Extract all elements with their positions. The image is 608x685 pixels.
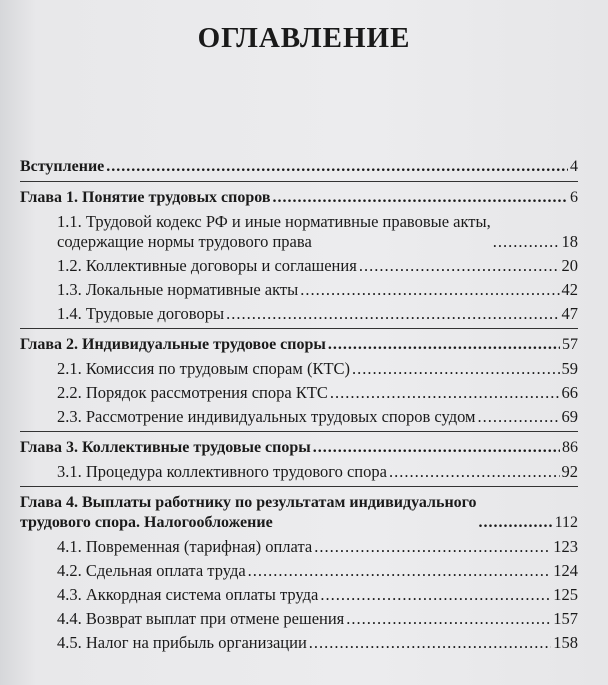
toc-entry-title: Глава 1. Понятие трудовых споров xyxy=(20,189,271,206)
toc-entry-title: 3.1. Процедура коллективного трудового спора xyxy=(57,462,387,481)
divider xyxy=(20,486,578,487)
divider xyxy=(20,181,578,182)
toc-section-2-2 xyxy=(20,383,578,403)
toc-entry-title: Глава 2. Индивидуальные трудовое споры xyxy=(20,336,326,353)
toc-chapter-2 xyxy=(20,335,578,355)
toc-entry-title: 2.2. Порядок рассмотрения спора КТС xyxy=(57,383,328,402)
toc-entry-title: 2.1. Комиссия по трудовым спорам (КТС) xyxy=(57,359,351,378)
toc-entry-title-line1: 1.1. Трудовой кодекс РФ и иные нормативные правовые акты, xyxy=(57,212,491,231)
dot-leader xyxy=(389,462,560,482)
toc-entry-page: 59 xyxy=(561,359,578,378)
toc-entry-page: 92 xyxy=(561,462,578,481)
dot-leader xyxy=(479,513,553,533)
dot-leader xyxy=(226,304,559,324)
toc-entry-page: 6 xyxy=(570,189,578,206)
toc-entry-title: 4.3. Аккордная система оплаты труда xyxy=(57,585,319,604)
dot-leader xyxy=(300,280,559,300)
toc-entry-page: 158 xyxy=(553,633,578,652)
toc-chapter-4 xyxy=(20,493,578,533)
toc-entry-page: 112 xyxy=(554,514,578,531)
toc-entry-page: 4 xyxy=(570,158,578,175)
toc-entry-page: 157 xyxy=(553,609,578,628)
toc-section-1-3 xyxy=(20,280,578,300)
toc-section-1-2 xyxy=(20,256,578,276)
toc-section-4-3 xyxy=(20,585,578,605)
dot-leader xyxy=(493,232,560,252)
dot-leader xyxy=(273,188,568,208)
dot-leader xyxy=(352,359,559,379)
toc-chapter-3 xyxy=(20,438,578,458)
toc-entry-page: 18 xyxy=(561,232,578,251)
toc-entry-title: 1.2. Коллективные договоры и соглашения xyxy=(57,256,357,275)
toc-section-4-2 xyxy=(20,561,578,581)
toc-entry-page: 86 xyxy=(562,439,578,456)
toc-entry-page: 20 xyxy=(561,256,578,275)
toc-entry-title: 4.1. Повременная (тарифная) оплата xyxy=(57,537,313,556)
toc-entry-title: 4.4. Возврат выплат при отмене решения xyxy=(57,609,345,628)
toc-entry-title-line2: содержащие нормы трудового права xyxy=(57,232,312,251)
toc-section-3-1 xyxy=(20,462,578,482)
dot-leader xyxy=(313,438,560,458)
toc-entry-title: 1.3. Локальные нормативные акты xyxy=(57,280,299,299)
toc-entry-title: 2.3. Рассмотрение индивидуальных трудовых споров судом xyxy=(57,407,476,426)
toc-entry-page: 69 xyxy=(561,407,578,426)
dot-leader xyxy=(314,537,551,557)
dot-leader xyxy=(328,335,560,355)
dot-leader xyxy=(478,407,560,427)
toc-entry-page: 47 xyxy=(561,304,578,323)
toc-entry-title-line2: трудового спора. Налогообложение xyxy=(20,514,273,531)
toc-section-2-3 xyxy=(20,407,578,427)
page-title: ОГЛАВЛЕНИЕ xyxy=(197,22,411,54)
toc-entry-page: 124 xyxy=(553,561,578,580)
divider xyxy=(20,431,578,432)
toc-entry-title: 4.5. Налог на прибыль организации xyxy=(57,633,307,652)
dot-leader xyxy=(248,561,552,581)
toc-entry-page: 57 xyxy=(562,336,578,353)
dot-leader xyxy=(106,157,568,177)
toc-entry-title: 4.2. Сдельная оплата труда xyxy=(57,561,246,580)
toc-entry-page: 42 xyxy=(561,280,578,299)
toc-entry-title: Вступление xyxy=(20,158,105,175)
toc-section-1-4 xyxy=(20,304,578,324)
toc-section-4-4 xyxy=(20,609,578,629)
toc-entry-page: 125 xyxy=(553,585,578,604)
toc-chapter-1 xyxy=(20,188,578,208)
dot-leader xyxy=(346,609,551,629)
dot-leader xyxy=(359,256,560,276)
toc-section-1-1 xyxy=(20,212,578,252)
toc-entry-page: 66 xyxy=(561,383,578,402)
toc-entry-title-line1: Глава 4. Выплаты работнику по результатам индивидуального xyxy=(20,494,477,511)
toc-entry-title: 1.4. Трудовые договоры xyxy=(57,304,225,323)
toc-entry-page: 123 xyxy=(553,537,578,556)
dot-leader xyxy=(320,585,551,605)
toc-section-2-1 xyxy=(20,359,578,379)
toc-section-4-1 xyxy=(20,537,578,557)
toc-entry-introduction xyxy=(20,157,578,177)
table-of-contents xyxy=(20,157,578,657)
divider xyxy=(20,328,578,329)
dot-leader xyxy=(330,383,560,403)
toc-entry-title: Глава 3. Коллективные трудовые споры xyxy=(20,439,311,456)
dot-leader xyxy=(309,633,551,653)
toc-section-4-5 xyxy=(20,633,578,653)
